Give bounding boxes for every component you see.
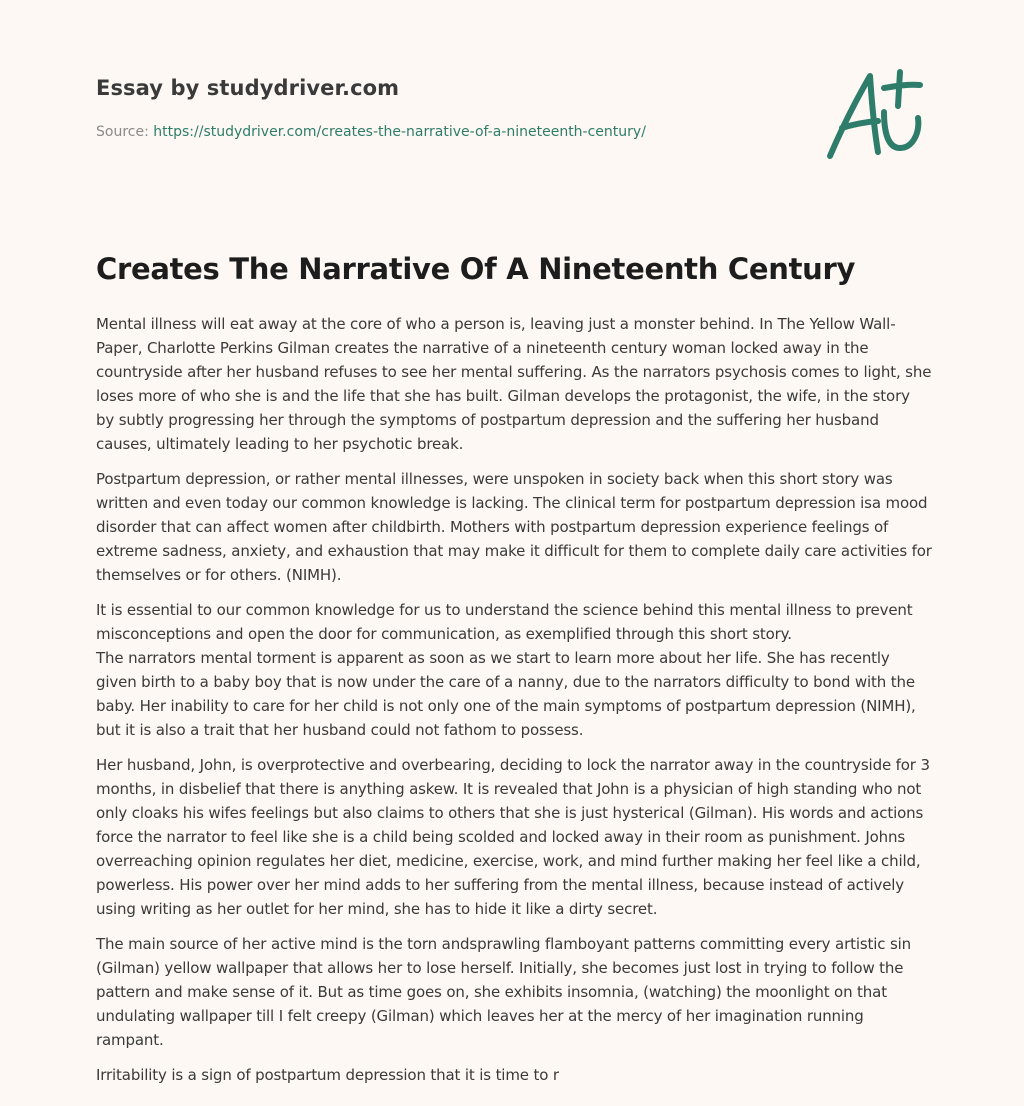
article-title: Creates The Narrative Of A Nineteenth Century	[96, 252, 856, 286]
paragraph: The narrators mental torment is apparent as soon as we start to learn more about her life. She has recently given birth to a baby boy that is now under the care of a nanny, due to the narrators difficulty to bond with the baby. Her inability to care for her child is not only one of the main symptoms of postpartum depression (NIMH), but it is also a trait that her husband could not fathom to possess.	[96, 649, 916, 739]
paragraph: Postpartum depression, or rather mental illnesses, were unspoken in society back when this short story was written and even today our common knowledge is lacking. The clinical term for postpartum depression isa mood disorder that can affect women after childbirth. Mothers with postpartum depression experience feelings of extreme sadness, anxiety, and exhaustion that may make it difficult for them to complete daily care activities for themselves or for others. (NIMH).	[96, 470, 932, 584]
source-line	[96, 124, 646, 140]
paragraph: The main source of her active mind is the torn andsprawling flamboyant patterns committing every artistic sin (Gilman) yellow wallpaper that allows her to lose herself. Initially, she becomes just lost in trying to follow the pattern and make sense of it. But as time goes on, she exhibits insomnia, (watching) the moonlight on that undulating wallpaper till I felt creepy (Gilman) which leaves her at the mercy of her imagination running rampant.	[96, 935, 912, 1049]
source-label: Source:	[96, 124, 154, 140]
paragraph: Mental illness will eat away at the core of who a person is, leaving just a monster behind. In The Yellow Wall-Paper, Charlotte Perkins Gilman creates the narrative of a nineteenth century woman locked away in the countryside after her husband refuses to see her mental suffering. As the narrators psychosis comes to light, she loses more of who she is and the life that she has built. Gilman develops the protagonist, the wife, in the story by subtly progressing her through the symptoms of postpartum depression and the suffering her husband causes, ultimately leading to her psychotic break.	[96, 315, 932, 453]
paragraph: Irritability is a sign of postpartum depression that it is time to r	[96, 1066, 559, 1084]
paragraph: It is essential to our common knowledge for us to understand the science behind this mental illness to prevent misconceptions and open the door for communication, as exemplified through this short story.	[96, 601, 913, 643]
source-link[interactable]: https://studydriver.com/creates-the-narrative-of-a-nineteenth-century/	[153, 124, 646, 140]
brand-title: Essay by studydriver.com	[96, 76, 400, 100]
a-plus-logo-icon	[824, 66, 928, 164]
article-body	[96, 312, 932, 1098]
paragraph: Her husband, John, is overprotective and overbearing, deciding to lock the narrator away in the countryside for 3 months, in disbelief that there is anything askew. It is revealed that John is a physician of high standing who not only cloaks his wifes feelings but also claims to others that she is just hysterical (Gilman). His words and actions force the narrator to feel like she is a child being scolded and locked away in their room as punishment. Johns overreaching opinion regulates her diet, medicine, exercise, work, and mind further making her feel like a child, powerless. His power over her mind adds to her suffering from the mental illness, because instead of actively using writing as her outlet for her mind, she has to hide it like a dirty secret.	[96, 756, 930, 918]
site-header	[96, 0, 928, 200]
